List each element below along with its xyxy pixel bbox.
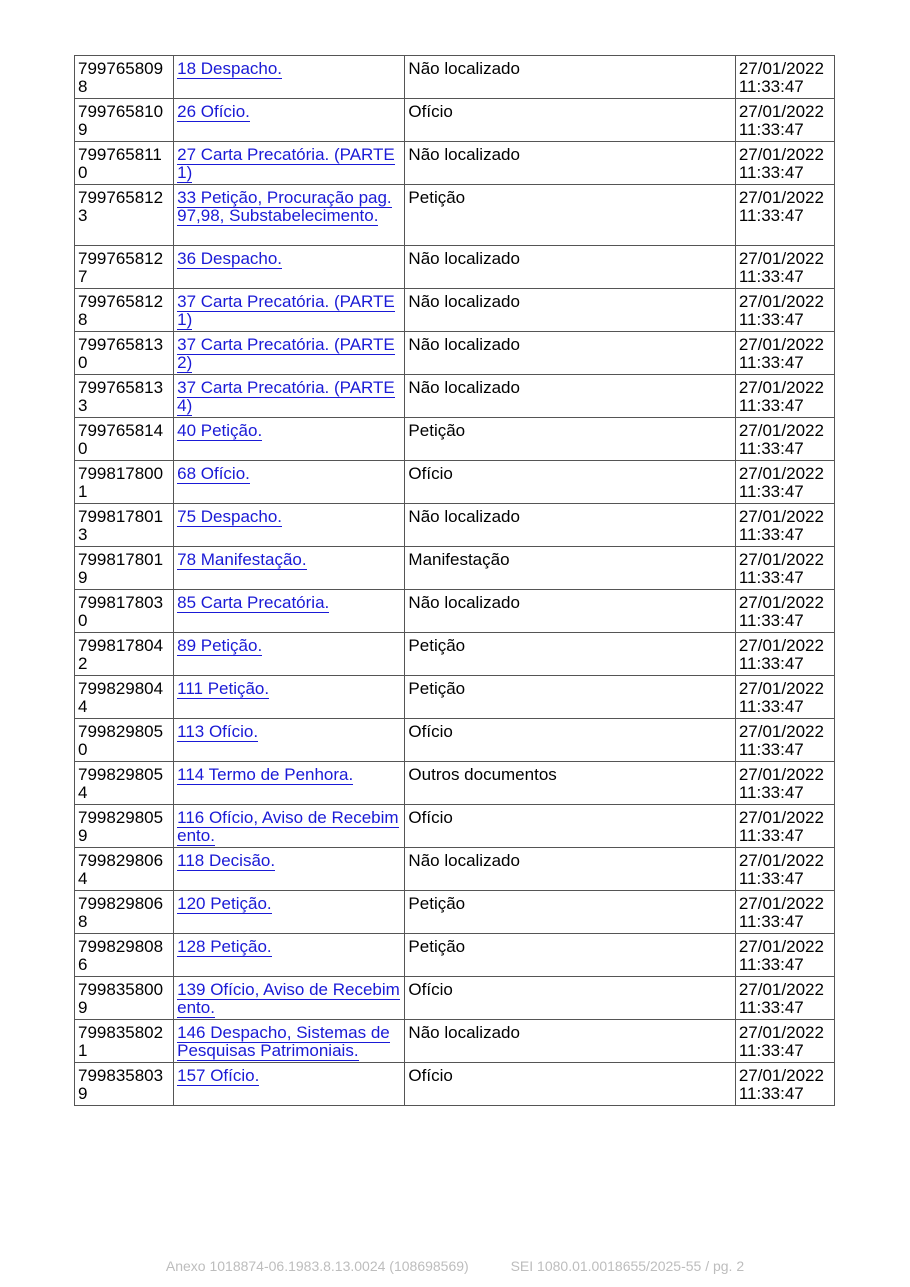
- document-datetime-cell: [735, 633, 834, 676]
- document-type-cell: Não localizado: [405, 289, 735, 332]
- document-link[interactable]: 26 Ofício.: [177, 102, 250, 121]
- document-datetime-cell: [735, 1063, 834, 1106]
- table-row: [75, 56, 835, 99]
- footer-sei-page: SEI 1080.01.0018655/2025-55 / pg. 2: [510, 1258, 745, 1274]
- document-name-cell: [174, 934, 405, 977]
- document-id-cell: 7997658128: [75, 289, 174, 332]
- document-time: 11:33:47: [738, 997, 804, 1017]
- document-time: 11:33:47: [738, 76, 804, 96]
- document-type-cell: Não localizado: [405, 375, 735, 418]
- document-datetime-cell: [735, 547, 834, 590]
- document-datetime-cell: [735, 375, 834, 418]
- document-date: 27/01/2022: [738, 722, 824, 741]
- documents-table-body: [75, 56, 835, 1106]
- document-id-cell: 7997658133: [75, 375, 174, 418]
- document-datetime-cell: [735, 891, 834, 934]
- document-time: 11:33:47: [738, 395, 804, 415]
- document-date: 27/01/2022: [738, 335, 824, 354]
- document-name-cell: [174, 504, 405, 547]
- document-type-cell: Petição: [405, 418, 735, 461]
- document-type-cell: Não localizado: [405, 848, 735, 891]
- document-link[interactable]: 114 Termo de Penhora.: [177, 765, 354, 784]
- document-name-cell: [174, 805, 405, 848]
- document-name-cell: [174, 56, 405, 99]
- document-id-cell: 7997658110: [75, 142, 174, 185]
- document-link[interactable]: 36 Despacho.: [177, 249, 283, 268]
- document-time: 11:33:47: [738, 481, 804, 501]
- document-link[interactable]: 27 Carta Precatória. (PARTE 1): [177, 145, 395, 182]
- document-name-cell: [174, 1063, 405, 1106]
- document-id-cell: 7998178013: [75, 504, 174, 547]
- document-name-cell: [174, 185, 405, 246]
- document-type-cell: Petição: [405, 891, 735, 934]
- document-id-cell: 7998358039: [75, 1063, 174, 1106]
- document-date: 27/01/2022: [738, 980, 824, 999]
- document-date: 27/01/2022: [738, 550, 824, 569]
- document-date: 27/01/2022: [738, 636, 824, 655]
- document-date: 27/01/2022: [738, 808, 824, 827]
- table-row: [75, 185, 835, 246]
- document-time: 11:33:47: [738, 954, 804, 974]
- document-name-cell: [174, 848, 405, 891]
- document-link[interactable]: 120 Petição.: [177, 894, 272, 913]
- documents-table: [74, 55, 835, 1106]
- document-date: 27/01/2022: [738, 59, 824, 78]
- document-type-cell: Não localizado: [405, 56, 735, 99]
- document-type-cell: Petição: [405, 633, 735, 676]
- document-datetime-cell: [735, 142, 834, 185]
- document-type-cell: Ofício: [405, 977, 735, 1020]
- table-row: [75, 891, 835, 934]
- document-name-cell: [174, 590, 405, 633]
- document-date: 27/01/2022: [738, 937, 824, 956]
- document-time: 11:33:47: [738, 309, 804, 329]
- document-date: 27/01/2022: [738, 292, 824, 311]
- document-time: 11:33:47: [738, 610, 804, 630]
- document-link[interactable]: 37 Carta Precatória. (PARTE 4): [177, 378, 395, 415]
- document-type-cell: Não localizado: [405, 504, 735, 547]
- document-id-cell: 7997658127: [75, 246, 174, 289]
- document-name-cell: [174, 547, 405, 590]
- document-id-cell: 7998298044: [75, 676, 174, 719]
- table-row: [75, 332, 835, 375]
- document-type-cell: Outros documentos: [405, 762, 735, 805]
- document-time: 11:33:47: [738, 119, 804, 139]
- document-id-cell: 7998298064: [75, 848, 174, 891]
- document-link[interactable]: 157 Ofício.: [177, 1066, 260, 1085]
- document-id-cell: 7998298054: [75, 762, 174, 805]
- document-time: 11:33:47: [738, 567, 804, 587]
- document-link[interactable]: 75 Despacho.: [177, 507, 283, 526]
- table-row: [75, 762, 835, 805]
- table-row: [75, 590, 835, 633]
- document-name-cell: [174, 99, 405, 142]
- table-row: [75, 719, 835, 762]
- document-type-cell: Ofício: [405, 99, 735, 142]
- document-datetime-cell: [735, 185, 834, 246]
- document-type-cell: Ofício: [405, 461, 735, 504]
- table-row: [75, 1020, 835, 1063]
- document-datetime-cell: [735, 418, 834, 461]
- table-row: [75, 848, 835, 891]
- document-id-cell: 7997658098: [75, 56, 174, 99]
- document-datetime-cell: [735, 289, 834, 332]
- document-link[interactable]: 118 Decisão.: [177, 851, 276, 870]
- table-row: [75, 676, 835, 719]
- table-row: [75, 461, 835, 504]
- document-date: 27/01/2022: [738, 851, 824, 870]
- document-name-cell: [174, 633, 405, 676]
- document-name-cell: [174, 461, 405, 504]
- document-id-cell: 7998298059: [75, 805, 174, 848]
- document-time: 11:33:47: [738, 1083, 804, 1103]
- document-time: 11:33:47: [738, 782, 804, 802]
- document-date: 27/01/2022: [738, 464, 824, 483]
- document-name-cell: [174, 676, 405, 719]
- document-time: 11:33:47: [738, 911, 804, 931]
- table-row: [75, 246, 835, 289]
- document-id-cell: 7997658123: [75, 185, 174, 246]
- document-datetime-cell: [735, 246, 834, 289]
- document-datetime-cell: [735, 56, 834, 99]
- table-row: [75, 1063, 835, 1106]
- document-id-cell: 7998178001: [75, 461, 174, 504]
- document-time: 11:33:47: [738, 352, 804, 372]
- document-date: 27/01/2022: [738, 249, 824, 268]
- document-type-cell: Ofício: [405, 719, 735, 762]
- table-row: [75, 418, 835, 461]
- document-name-cell: [174, 332, 405, 375]
- document-name-cell: [174, 246, 405, 289]
- document-type-cell: Não localizado: [405, 246, 735, 289]
- document-id-cell: 7998298086: [75, 934, 174, 977]
- document-date: 27/01/2022: [738, 1023, 824, 1042]
- document-id-cell: 7998298050: [75, 719, 174, 762]
- document-datetime-cell: [735, 676, 834, 719]
- table-row: [75, 977, 835, 1020]
- document-time: 11:33:47: [738, 1040, 804, 1060]
- document-datetime-cell: [735, 461, 834, 504]
- document-datetime-cell: [735, 504, 834, 547]
- document-date: 27/01/2022: [738, 188, 824, 207]
- document-datetime-cell: [735, 719, 834, 762]
- document-link[interactable]: 146 Despacho, Sistemas de Pesquisas Patrimoniais.: [177, 1023, 390, 1060]
- document-link[interactable]: 40 Petição.: [177, 421, 263, 440]
- document-type-cell: Petição: [405, 934, 735, 977]
- document-time: 11:33:47: [738, 524, 804, 544]
- document-datetime-cell: [735, 848, 834, 891]
- document-link[interactable]: 113 Ofício.: [177, 722, 259, 741]
- footer-annex: Anexo 1018874-06.1983.8.13.0024 (108698569): [165, 1258, 469, 1274]
- document-type-cell: Ofício: [405, 805, 735, 848]
- document-name-cell: [174, 375, 405, 418]
- table-row: [75, 289, 835, 332]
- document-date: 27/01/2022: [738, 507, 824, 526]
- document-datetime-cell: [735, 1020, 834, 1063]
- document-link[interactable]: 85 Carta Precatória.: [177, 593, 330, 612]
- document-time: 11:33:47: [738, 162, 804, 182]
- document-id-cell: 7998178030: [75, 590, 174, 633]
- document-link[interactable]: 37 Carta Precatória. (PARTE 2): [177, 335, 395, 372]
- document-time: 11:33:47: [738, 205, 804, 225]
- document-datetime-cell: [735, 332, 834, 375]
- table-row: [75, 99, 835, 142]
- document-name-cell: [174, 762, 405, 805]
- table-row: [75, 805, 835, 848]
- document-date: 27/01/2022: [738, 894, 824, 913]
- document-datetime-cell: [735, 977, 834, 1020]
- document-date: 27/01/2022: [738, 421, 824, 440]
- document-date: 27/01/2022: [738, 679, 824, 698]
- document-time: 11:33:47: [738, 438, 804, 458]
- document-id-cell: 7998358009: [75, 977, 174, 1020]
- document-link[interactable]: 128 Petição.: [177, 937, 272, 956]
- document-name-cell: [174, 891, 405, 934]
- document-link[interactable]: 18 Despacho.: [177, 59, 283, 78]
- document-link[interactable]: 37 Carta Precatória. (PARTE 1): [177, 292, 395, 329]
- table-row: [75, 375, 835, 418]
- document-name-cell: [174, 1020, 405, 1063]
- document-date: 27/01/2022: [738, 102, 824, 121]
- document-datetime-cell: [735, 762, 834, 805]
- table-row: [75, 547, 835, 590]
- document-id-cell: 7997658130: [75, 332, 174, 375]
- table-row: [75, 504, 835, 547]
- table-row: [75, 934, 835, 977]
- document-time: 11:33:47: [738, 868, 804, 888]
- document-id-cell: 7998358021: [75, 1020, 174, 1063]
- document-date: 27/01/2022: [738, 765, 824, 784]
- document-type-cell: Manifestação: [405, 547, 735, 590]
- document-link[interactable]: 89 Petição.: [177, 636, 263, 655]
- document-date: 27/01/2022: [738, 378, 824, 397]
- document-name-cell: [174, 142, 405, 185]
- document-time: 11:33:47: [738, 653, 804, 673]
- document-time: 11:33:47: [738, 266, 804, 286]
- document-type-cell: Não localizado: [405, 142, 735, 185]
- document-name-cell: [174, 977, 405, 1020]
- document-type-cell: Não localizado: [405, 590, 735, 633]
- document-type-cell: Petição: [405, 676, 735, 719]
- document-link[interactable]: 139 Ofício, Aviso de Recebimento.: [177, 980, 400, 1017]
- document-datetime-cell: [735, 99, 834, 142]
- document-type-cell: Ofício: [405, 1063, 735, 1106]
- document-name-cell: [174, 289, 405, 332]
- document-date: 27/01/2022: [738, 145, 824, 164]
- document-link[interactable]: 68 Ofício.: [177, 464, 250, 483]
- document-link[interactable]: 33 Petição, Procuração pag. 97,98, Substabelecimento.: [177, 188, 392, 225]
- document-id-cell: 7997658140: [75, 418, 174, 461]
- document-datetime-cell: [735, 590, 834, 633]
- document-datetime-cell: [735, 805, 834, 848]
- table-row: [75, 142, 835, 185]
- document-type-cell: Não localizado: [405, 332, 735, 375]
- document-id-cell: 7998178042: [75, 633, 174, 676]
- document-type-cell: Não localizado: [405, 1020, 735, 1063]
- document-link[interactable]: 111 Petição.: [177, 679, 270, 698]
- document-date: 27/01/2022: [738, 593, 824, 612]
- document-id-cell: 7997658109: [75, 99, 174, 142]
- document-time: 11:33:47: [738, 825, 804, 845]
- document-name-cell: [174, 719, 405, 762]
- document-time: 11:33:47: [738, 739, 804, 759]
- document-type-cell: Petição: [405, 185, 735, 246]
- table-row: [75, 633, 835, 676]
- document-date: 27/01/2022: [738, 1066, 824, 1085]
- document-id-cell: 7998178019: [75, 547, 174, 590]
- page-footer: [0, 1258, 910, 1274]
- document-time: 11:33:47: [738, 696, 804, 716]
- document-link[interactable]: 78 Manifestação.: [177, 550, 307, 569]
- document-link[interactable]: 116 Ofício, Aviso de Recebimento.: [177, 808, 399, 845]
- document-datetime-cell: [735, 934, 834, 977]
- document-id-cell: 7998298068: [75, 891, 174, 934]
- document-name-cell: [174, 418, 405, 461]
